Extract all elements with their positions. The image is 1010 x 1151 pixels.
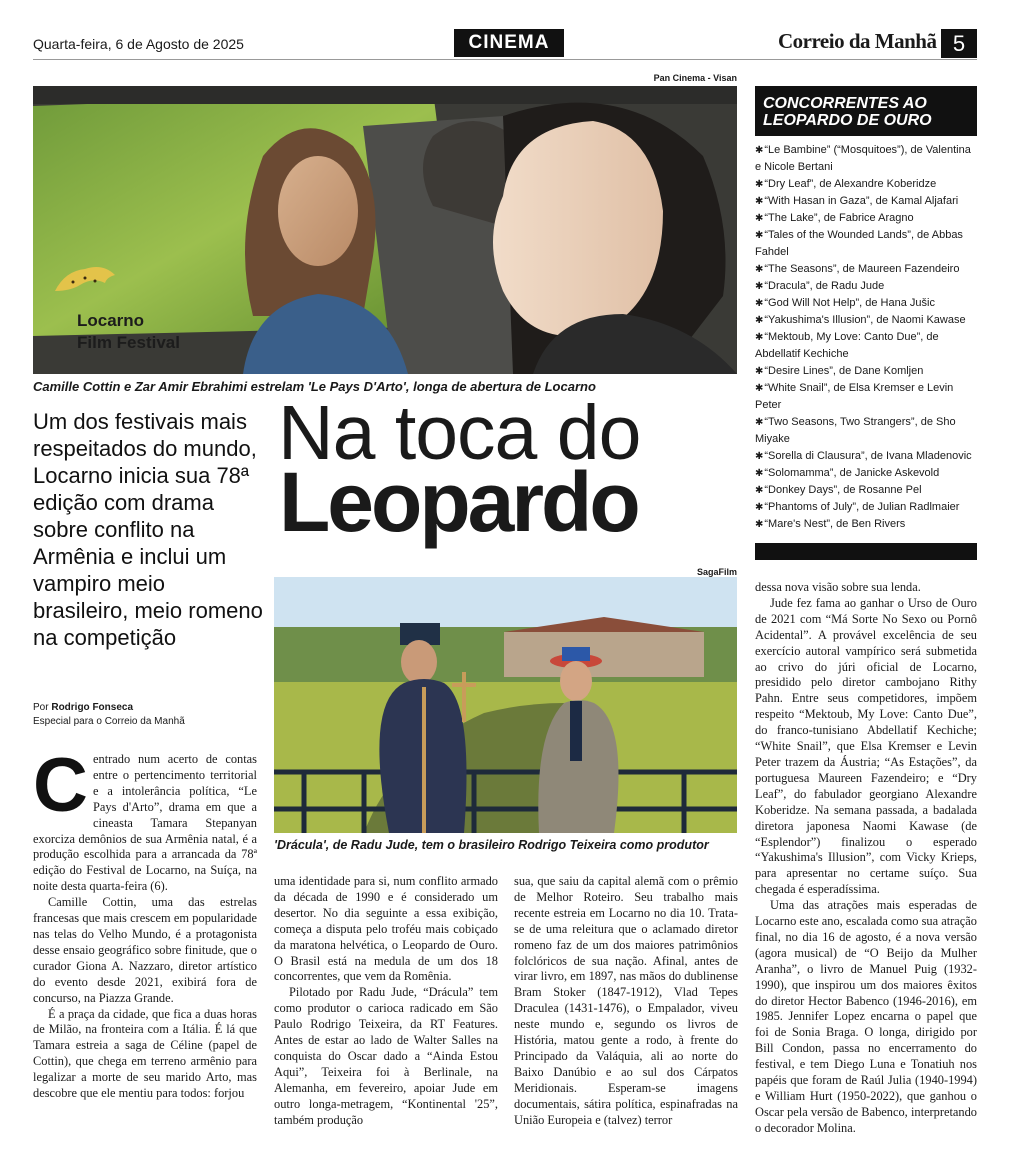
bullet-icon: ✱ [755, 145, 764, 156]
sidebar-title-line1: CONCORRENTES AO [763, 95, 927, 112]
byline [33, 702, 185, 727]
bullet-icon: ✱ [755, 298, 764, 309]
headline-line1: Na toca do [278, 390, 641, 476]
list-item: ✱“Desire Lines”, de Dane Komljen [755, 365, 924, 377]
article-column-4: dessa nova visão sobre sua lenda. Jude fez fama ao ganhar o Urso de Ouro de 2021 com “Má Sorte No Sexo ou Pornô Acidental”. A provável excelência de seu exercício autoral vampírico será submetida ao crivo do júri oficial de Locarno, presidido pelo diretor cambojano Rithy Pahn. Entre seus competidores, impõem respeito “Mektoub, My Love: Canto Due”, do franco-tunisiano Abdellatif Kechiche; “White Snail”, que Elsa Kremser e Levin Peter trazem da Áustria; “As Estações”, da portuguesa Maureen Fazendeiro; e “Dry Leaf”, do fabulador georgiano Alexandre Koberidze. Na semana passada, a badalada diretora japonesa Naomi Kawase (de “Esplendor”) finalizou o esperado “Yakushima's Illusion”, com Vicky Krieps, para apresentar no certame suíço. Sua chegada é esperadíssima. Uma das atrações mais esperadas de Locarno este ano, escalada como sua atração final, no dia 16 de agosto, é a nova versão (agora musical) de “O Beijo da Mulher Aranha”, o livro de Manuel Puig (1932-1990), que inspirou um dos maiores êxitos do diretor Hector Babenco (1946-2016), em 1985. Jennifer Lopez encarna o papel que foi de Sonia Braga. O longa, dirigido por Bill Condon, passa no encerramento do festival, e tem Diego Luna e Tonatiuh nos papéis que foram de Raúl Julia (1940-1994) e William Hurt (1950-2022), que ganhou o Oscar pela versão de Babenco, interpretando o decorador Molina. [755, 580, 977, 1135]
list-item: ✱“Mektoub, My Love: Canto Due”, de Abdellatif Kechiche [755, 331, 939, 360]
photo-dracula [274, 577, 737, 833]
photo-caption-bottom: 'Drácula', de Radu Jude, tem o brasileiro Rodrigo Teixeira como produtor [274, 838, 709, 852]
bullet-icon: ✱ [755, 315, 764, 326]
byline-prefix: Por [33, 702, 49, 713]
photo-credit-bottom: SagaFilm [696, 567, 737, 577]
bullet-icon: ✱ [755, 519, 764, 530]
competitors-list [755, 142, 977, 533]
sidebar-bottom-bar [755, 543, 977, 560]
article-column-1: Centrado num acerto de contas entre o pertencimento territorial e a intolerância política, “Le Pays d'Arto”, drama em que a cineasta Tamara Stepanyan exorciza demônios de sua Armênia natal, é a produção escolhida para a arrancada da 78ª edição do Festival de Locarno, na Suíça, na noite desta quarta-feira (6). Camille Cottin, uma das estrelas francesas que mais crescem em popularidade nas telas do Velho Mundo, é a protagonista desse ensaio geográfico sobre finitude, que o curador Giona A. Nazzaro, diretor artístico do evento desde 2021, exibirá fora de concurso, na Piazza Grande. É a praça da cidade, que fica a duas horas de Milão, na fronteira com a Itália. É lá que Tamara estreia a saga de Céline (papel de Cottin), que chega em terreno armênio para legalizar a morte de seu marido Arto, mas descobre que ele mentiu para todos: forjou [33, 743, 257, 1101]
sidebar-title-line2: LEOPARDO DE OURO [763, 112, 932, 129]
list-item: ✱“Mare's Nest”, de Ben Rivers [755, 518, 906, 530]
bullet-icon: ✱ [755, 281, 764, 292]
list-item: ✱“White Snail”, de Elsa Kremser e Levin Peter [755, 382, 954, 411]
logo-text-line1: Locarno [77, 311, 145, 330]
page-number: 5 [941, 29, 977, 58]
list-item: ✱“The Seasons”, de Maureen Fazendeiro [755, 263, 960, 275]
logo-text-line2: Film Festival [77, 333, 180, 352]
bullet-icon: ✱ [755, 417, 764, 428]
byline-author: Rodrigo Fonseca [51, 702, 134, 713]
photo-caption-top: Camille Cottin e Zar Amir Ebrahimi estrelam 'Le Pays D'Arto', longa de abertura de Locarno [33, 379, 596, 394]
list-item: ✱“Yakushima's Illusion”, de Naomi Kawase [755, 314, 966, 326]
bullet-icon: ✱ [755, 451, 764, 462]
photo-credit-top: Pan Cinema - Visan [653, 73, 737, 83]
bullet-icon: ✱ [755, 485, 764, 496]
bullet-icon: ✱ [755, 502, 764, 513]
bullet-icon: ✱ [755, 196, 764, 207]
dracula-scene-image [274, 577, 737, 833]
list-item: ✱“Solomamma”, de Janicke Askevold [755, 467, 940, 479]
bullet-icon: ✱ [755, 230, 764, 241]
list-item: ✱“Two Seasons, Two Strangers”, de Sho Miyake [755, 416, 956, 445]
list-item: ✱“Tales of the Wounded Lands”, de Abbas Fahdel [755, 229, 963, 258]
bullet-icon: ✱ [755, 383, 764, 394]
article-column-3: sua, que saiu da capital alemã com o prêmio de Melhor Roteiro. Seu trabalho mais recente estreia em Locarno no dia 10. Trata-se de uma releitura que o aclamado diretor romeno faz de um dos maiores patrimônios folclóricos de sua nação. Afinal, antes de virar livro, em 1897, nas mãos do dublinense Bram Stoker (1847-1912), Vlad Tepes Draculea (1431-1476), o Empalador, viveu neste mundo e, segundo os livros de História, matou gente a rodo, à frente do Principado da Valáquia, ali ao norte do Baixo Danúbio e ao sul dos Cárpatos Meridionais. Esperam-se imagens documentais, sátira política, espinafradas na União Europeia e (talvez) terror [514, 874, 738, 1127]
list-item: ✱“Dry Leaf”, de Alexandre Koberidze [755, 178, 937, 190]
byline-role: Especial para o Correio da Manhã [33, 716, 185, 727]
bullet-icon: ✱ [755, 366, 764, 377]
list-item: ✱“Le Bambine” (“Mosquitoes”), de Valentina e Nicole Bertani [755, 144, 971, 173]
list-item: ✱“The Lake”, de Fabrice Aragno [755, 212, 914, 224]
bullet-icon: ✱ [755, 179, 764, 190]
list-item: ✱“With Hasan in Gaza”, de Kamal Aljafari [755, 195, 959, 207]
bullet-icon: ✱ [755, 468, 764, 479]
list-item: ✱“Dracula”, de Radu Jude [755, 280, 885, 292]
article-column-2: uma identidade para si, num conflito armado da década de 1990 e é considerado um desertor. No dia seguinte a essa exibição, começa a disputa pelo troféu mais cobiçado da maratona helvética, o Leopardo de Ouro. O Brasil está na medula de um dos 18 concorrentes, que vem da Romênia. Pilotado por Radu Jude, “Drácula” tem como produtor o carioca radicado em São Paulo Rodrigo Teixeira, da RT Features. Antes de estar ao lado de Walter Salles na conquista do Oscar dado a “Ainda Estou Aqui”, Teixeira foi à Berlinale, na Alemanha, em fevereiro, apoiar Jude em outro longa-metragem, “Kontinental '25”, também produção [274, 874, 498, 1127]
list-item: ✱“Phantoms of July”, de Julian Radlmaier [755, 501, 960, 513]
publication-name: Correio da Manhã [778, 29, 937, 53]
standfirst: Um dos festivais mais respeitados do mundo, Locarno inicia sua 78ª edição com drama sobre conflito na Armênia e inclui um vampiro meio brasileiro, meio romeno na competição [33, 409, 263, 650]
bullet-icon: ✱ [755, 264, 764, 275]
drop-cap: C [33, 743, 88, 828]
photo-locarno-car [33, 86, 737, 374]
issue-date: Quarta-feira, 6 de Agosto de 2025 [33, 36, 244, 52]
section-label: CINEMA [454, 29, 564, 57]
headline-line2: Leopardo [279, 455, 638, 549]
car-scene-image [33, 86, 737, 374]
bullet-icon: ✱ [755, 213, 764, 224]
header-rule [33, 59, 977, 60]
list-item: ✱“Sorella di Clausura”, de Ivana Mladenovic [755, 450, 972, 462]
sidebar-title [755, 86, 977, 136]
list-item: ✱“God Will Not Help”, de Hana Jušic [755, 297, 935, 309]
list-item: ✱“Donkey Days”, de Rosanne Pel [755, 484, 922, 496]
bullet-icon: ✱ [755, 332, 764, 343]
